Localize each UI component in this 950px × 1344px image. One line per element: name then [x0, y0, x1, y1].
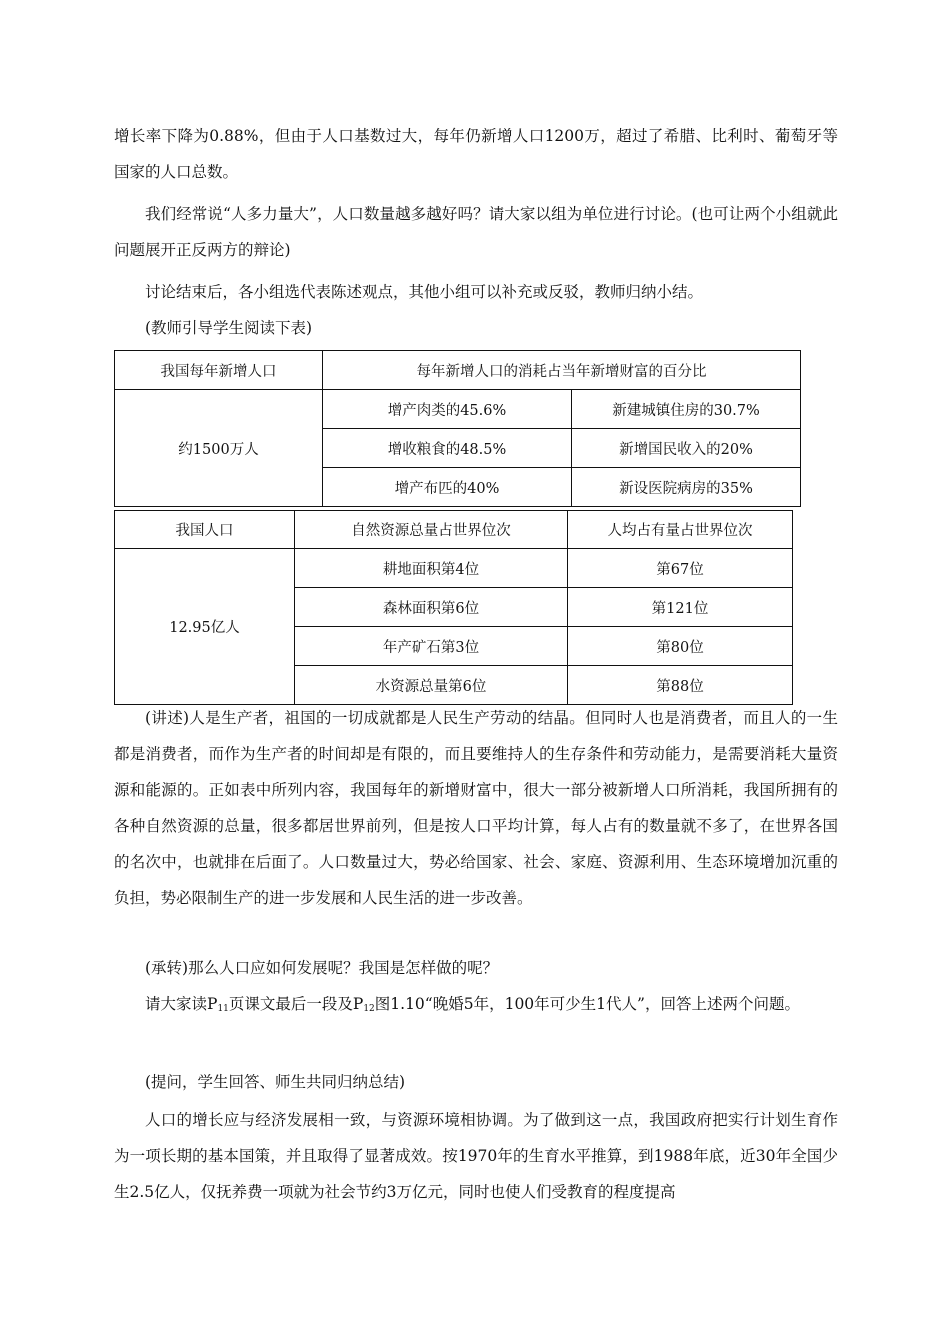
table1-cell: 新增国民收入的20%	[572, 429, 801, 468]
table1-header-right: 每年新增人口的消耗占当年新增财富的百分比	[323, 351, 801, 390]
paragraph-table-intro: (教师引导学生阅读下表)	[145, 319, 313, 337]
table1-header-left: 我国每年新增人口	[115, 351, 323, 390]
table2-cell: 第80位	[568, 627, 793, 666]
table2-cell: 水资源总量第6位	[295, 666, 568, 705]
paragraph-growth-rate: 增长率下降为0.88%，但由于人口基数过大，每年仍新增人口1200万，超过了希腊、比利时、葡萄牙等国家的人口总数。	[114, 127, 838, 181]
table1-cell: 新设医院病房的35%	[572, 468, 801, 507]
table1-cell: 增收粮食的48.5%	[323, 429, 572, 468]
paragraph-question-summary: (提问，学生回答、师生共同归纳总结)	[145, 1073, 406, 1091]
table2-cell: 第67位	[568, 549, 793, 588]
paragraph-family-planning: 人口的增长应与经济发展相一致，与资源环境相协调。为了做到这一点，我国政府把实行计划生育作为一项长期的基本国策，并且取得了显著成效。按1970年的生育水平推算，到1988年底，近30年全国少生2.5亿人，仅抚养费一项就为社会节约3万亿元，同时也使人们受教育的程度提高	[114, 1111, 838, 1201]
text-fragment: 请大家读P	[145, 995, 218, 1013]
page-subscript: 11	[217, 1004, 229, 1014]
table1-cell: 增产布匹的40%	[323, 468, 572, 507]
paragraph-transition: (承转)那么人口应如何发展呢？我国是怎样做的呢？	[145, 959, 499, 977]
page-subscript: 12	[363, 1004, 375, 1014]
table1-cell: 新建城镇住房的30.7%	[572, 390, 801, 429]
table1-left-value: 约1500万人	[115, 390, 323, 507]
table-natural-resources-ranking	[114, 510, 793, 705]
table-new-population-consumption	[114, 350, 801, 507]
table2-header-population: 我国人口	[115, 511, 295, 549]
table2-cell: 第88位	[568, 666, 793, 705]
table2-cell: 森林面积第6位	[295, 588, 568, 627]
paragraph-discussion-summary: 讨论结束后，各小组选代表陈述观点，其他小组可以补充或反驳，教师归纳小结。	[145, 283, 704, 301]
table2-cell: 耕地面积第4位	[295, 549, 568, 588]
text-fragment: 图1.10“晚婚5年，100年可少生1代人”，回答上述两个问题。	[374, 995, 800, 1013]
paragraph-discussion-question: 我们经常说“人多力量大”，人口数量越多越好吗？请大家以组为单位进行讨论。(也可让两个小组就此问题展开正反两方的辩论)	[114, 205, 838, 259]
table1-cell: 增产肉类的45.6%	[323, 390, 572, 429]
text-fragment: 页课文最后一段及P	[228, 995, 364, 1013]
table2-header-total-rank: 自然资源总量占世界位次	[295, 511, 568, 549]
table2-cell: 第121位	[568, 588, 793, 627]
table2-cell: 年产矿石第3位	[295, 627, 568, 666]
table2-header-per-capita-rank: 人均占有量占世界位次	[568, 511, 793, 549]
paragraph-reading-assignment	[114, 986, 838, 1027]
paragraph-narration: (讲述)人是生产者，祖国的一切成就都是人民生产劳动的结晶。但同时人也是消费者，而且人的一生都是消费者，而作为生产者的时间却是有限的，而且要维持人的生存条件和劳动能力，是需要消耗大量资源和能源的。正如表中所列内容，我国每年的新增财富中，很大一部分被新增人口所消耗，我国所拥有的各种自然资源的总量，很多都居世界前列，但是按人口平均计算，每人占有的数量就不多了，在世界各国的名次中，也就排在后面了。人口数量过大，势必给国家、社会、家庭、资源利用、生态环境增加沉重的负担，势必限制生产的进一步发展和人民生活的进一步改善。	[114, 709, 838, 907]
table2-left-value: 12.95亿人	[115, 549, 295, 705]
